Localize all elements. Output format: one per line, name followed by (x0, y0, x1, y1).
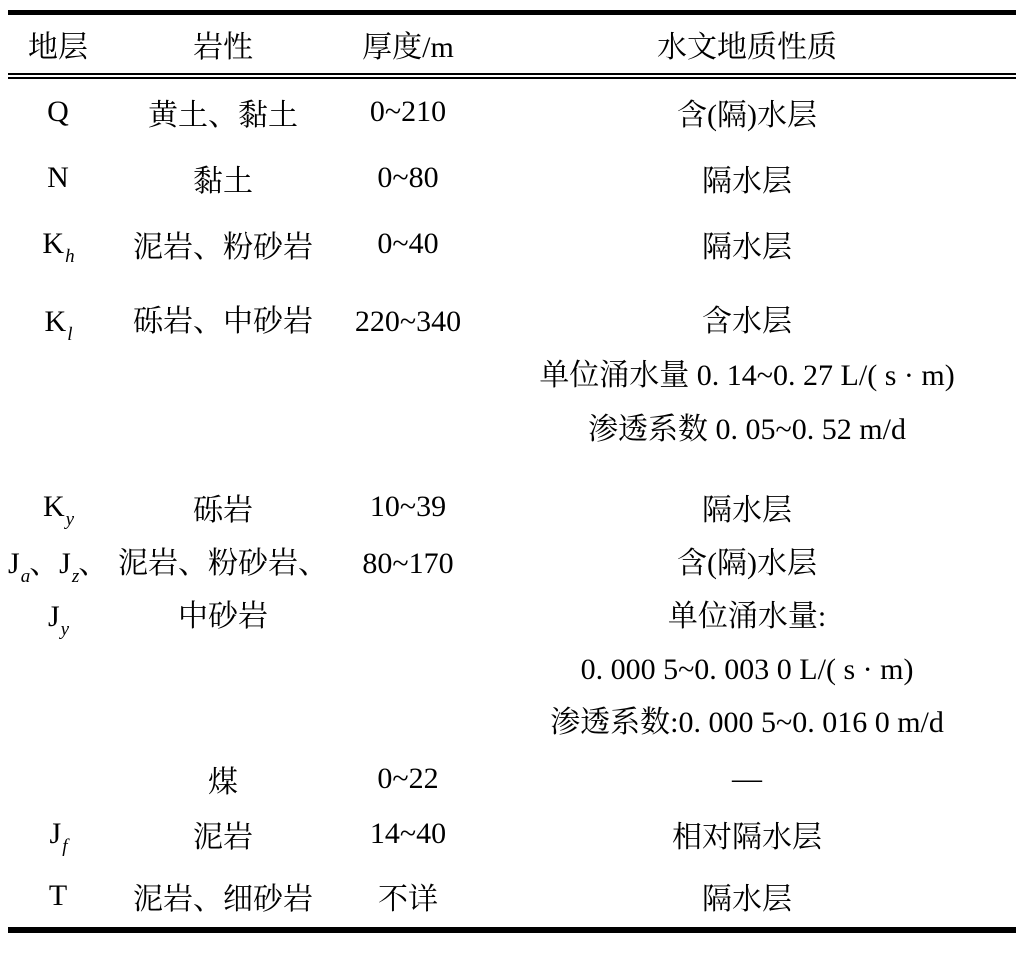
text-line: 含(隔)水层 (677, 547, 817, 580)
text-line: $J_a$、$J_z$、 (8, 547, 109, 587)
text-line: 渗透系数:0. 000 5~0. 016 0 m/d (550, 706, 944, 739)
lithology-cell (108, 156, 338, 200)
text-line: 单位涌水量 0. 14~0. 27 L/( s · m) (539, 359, 955, 392)
hydro-cell (478, 537, 1016, 749)
text-line: $K_h$ (42, 227, 75, 267)
text-line: $J_f$ (49, 817, 68, 857)
text-line: 砾岩、中砂岩 (133, 305, 313, 338)
table-header-row (8, 15, 1016, 79)
stratum-cell (8, 295, 108, 349)
text-line: 泥岩、粉砂岩 (133, 231, 313, 264)
stratum-cell (8, 161, 108, 195)
lithology-cell (108, 874, 338, 918)
text-line: — (732, 762, 762, 795)
hydro-cell (478, 295, 1016, 457)
table-row (8, 145, 1016, 211)
hydro-cell (478, 812, 1016, 856)
text-line: 0. 000 5~0. 003 0 L/( s · m) (580, 653, 914, 686)
table-row (8, 535, 1016, 755)
text-line: 含(隔)水层 (677, 99, 817, 132)
text-line: Q (47, 95, 69, 128)
text-line: $J_y$ (47, 600, 70, 640)
hydro-cell (478, 156, 1016, 200)
thickness-cell: 14~40 (369, 817, 447, 850)
table-row (8, 755, 1016, 803)
thickness-cell: 10~39 (369, 490, 447, 523)
text-line: 中砂岩 (178, 600, 268, 633)
text-line: N (47, 161, 69, 194)
stratum-subscript: y (60, 619, 70, 640)
lithology-cell (108, 90, 338, 134)
text-line: 含水层 (702, 305, 792, 338)
text-line: 隔水层 (702, 165, 792, 198)
text-line: 黄土、黏土 (148, 99, 298, 132)
thickness-cell: 不详 (378, 883, 438, 916)
hydro-cell (478, 874, 1016, 918)
text-line: 隔水层 (702, 883, 792, 916)
text-line: $K_l$ (44, 305, 73, 345)
lithology-cell (108, 222, 338, 266)
stratum-cell (8, 227, 108, 267)
stratum-cell (8, 490, 108, 530)
text-line: 相对隔水层 (672, 821, 822, 854)
stratum-subscript: a (20, 566, 31, 587)
stratigraphy-table (8, 10, 1016, 933)
table-row (8, 803, 1016, 865)
text-line: 单位涌水量: (667, 600, 827, 633)
hydro-cell (478, 762, 1016, 796)
text-line: 泥岩、细砂岩 (133, 883, 313, 916)
lithology-cell (108, 757, 338, 801)
thickness-cell: 220~340 (354, 305, 462, 338)
lithology-cell (108, 812, 338, 856)
hydro-cell (478, 485, 1016, 529)
stratum-cell (8, 95, 108, 129)
column-header-stratum: 地层 (28, 31, 88, 64)
text-line: 黏土 (193, 165, 253, 198)
text-line: 泥岩 (193, 821, 253, 854)
stratum-subscript: h (65, 246, 75, 267)
table-row (8, 865, 1016, 927)
column-header-hydro: 水文地质性质 (657, 31, 837, 64)
text-line: 砾岩 (193, 494, 253, 527)
stratum-subscript: f (62, 836, 68, 857)
stratum-cell (8, 817, 108, 857)
table-row (8, 79, 1016, 145)
thickness-cell: 0~210 (369, 95, 447, 128)
hydro-cell (478, 222, 1016, 266)
stratum-cell (8, 879, 108, 913)
column-header-lithology: 岩性 (193, 31, 253, 64)
text-line: $K_y$ (42, 490, 75, 530)
text-line: 泥岩、粉砂岩、 (118, 547, 328, 580)
thickness-cell: 0~40 (377, 227, 439, 260)
table-row (8, 211, 1016, 277)
stratum-subscript: z (71, 566, 80, 587)
column-header-thickness: 厚度/m (362, 31, 454, 64)
text-line: 隔水层 (702, 494, 792, 527)
thickness-cell: 80~170 (362, 547, 454, 580)
stratum-subscript: l (67, 324, 73, 345)
text-line: 煤 (208, 766, 238, 799)
lithology-cell (108, 295, 338, 349)
thickness-cell: 0~22 (377, 762, 439, 795)
hydro-cell (478, 90, 1016, 134)
lithology-cell (108, 537, 338, 643)
text-line: T (48, 879, 68, 912)
stratum-subscript: y (65, 509, 75, 530)
table-row (8, 479, 1016, 535)
stratum-cell (8, 537, 108, 643)
table-row (8, 277, 1016, 479)
table-bottom-rule (8, 927, 1016, 933)
thickness-cell: 0~80 (377, 161, 439, 194)
lithology-cell (108, 485, 338, 529)
text-line: 隔水层 (702, 231, 792, 264)
text-line: 渗透系数 0. 05~0. 52 m/d (588, 413, 906, 446)
